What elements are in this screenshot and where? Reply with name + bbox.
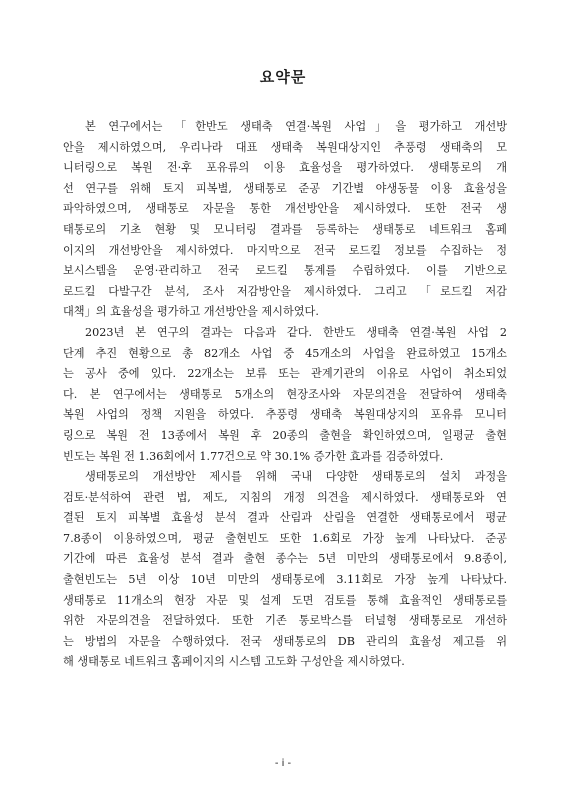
text-line: 본 연구에서는 「한반도 생태축 연결·복원 사업」을 평가하고 개선방 (85, 120, 507, 133)
text-line: 는 방법의 자문을 수행하였다. 전국 생태통로의 DB 관리의 효율성 제고를 위 (63, 634, 507, 648)
paragraph-1 (63, 117, 507, 323)
text-line: 기간에 따른 효율성 분석 결과 출현 종수는 5년 미만의 생태통로에서 9.8종이, (63, 552, 507, 566)
text-line: 위한 자문의견을 전달하였다. 또한 기존 통로박스를 터널형 생태통로로 개선하 (63, 614, 507, 628)
text-line: 태통로의 기초 현황 및 모니터링 결과를 등록하는 생태통로 네트워크 홈페 (63, 222, 507, 236)
text-line: 이지의 개선방안을 제시하였다. 마지막으로 전국 로드킬 정보를 수집하는 정 (63, 243, 507, 257)
text-line: 2023년 본 연구의 결과는 다음과 같다. 한반도 생태축 연결·복원 사업 2 (85, 325, 507, 339)
page-title: 요약문 (259, 68, 307, 86)
text-line: 복원 사업의 정책 지원을 하였다. 추풍령 생태축 복원대상지의 포유류 모니터 (63, 408, 507, 422)
text-line: 보시스템을 운영·관리하고 전국 로드킬 통계를 수립하였다. 이를 기반으로 (63, 264, 507, 278)
text-line: 결된 토지 피복별 효율성 분석 결과 산림과 산림을 연결한 생태통로에서 평균 (63, 511, 507, 525)
text-line: 는 공사 중에 있다. 22개소는 보류 또는 관계기관의 이유로 사업이 취소되었 (63, 367, 507, 381)
paragraph-3 (63, 467, 507, 673)
text-line: 파악하였으며, 생태통로 자문을 통한 개선방안을 제시하였다. 또한 전국 생 (63, 202, 507, 216)
text-line: 생태통로의 개선방안 제시를 위해 국내 다양한 생태통로의 설치 과정을 (85, 470, 507, 484)
text-line: 로드킬 다발구간 분석, 조사 저감방안을 제시하였다. 그리고 「로드킬 저감 (63, 284, 507, 298)
text-line: 안을 제시하였으며, 우리나라 대표 생태축 복원대상지인 추풍령 생태축의 모 (63, 140, 507, 154)
text-line: 해 생태통로 네트워크 홈페이지의 시스템 고도화 구성안을 제시하였다. (63, 655, 405, 669)
page-number: - i - (274, 758, 292, 769)
text-line: 단계 추진 현황으로 총 82개소 사업 중 45개소의 사업을 완료하였고 15개소 (63, 346, 507, 360)
text-line: 생태통로 11개소의 현장 자문 및 설계 도면 검토를 통해 효율적인 생태통로를 (63, 593, 507, 607)
text-line: 다. 본 연구에서는 생태통로 5개소의 현장조사와 자문의견을 전달하여 생태축 (63, 387, 507, 401)
document-body (63, 117, 507, 673)
paragraph-2 (63, 323, 507, 467)
text-line: 빈도는 복원 전 1.36회에서 1.77건으로 약 30.1% 증가한 효과를 검증하였다. (63, 449, 444, 463)
text-line: 니터링으로 복원 전·후 포유류의 이용 효율성을 평가하였다. 생태통로의 개 (63, 161, 507, 175)
text-line: 링으로 복원 전 13종에서 복원 후 20종의 출현을 확인하였으며, 일평균 출현 (63, 428, 507, 442)
text-line: 선 연구를 위해 토지 피복별, 생태통로 준공 기간별 야생동물 이용 효율성을 (63, 181, 507, 195)
text-line: 검토·분석하여 관련 법, 제도, 지침의 개정 의견을 제시하였다. 생태통로와 연 (63, 490, 507, 504)
text-line: 출현빈도는 5년 이상 10년 미만의 생태통로에 3.11회로 가장 높게 나타났다. (63, 573, 507, 587)
text-line: 대책」의 효율성을 평가하고 개선방안을 제시하였다. (63, 305, 319, 319)
text-line: 7.8종이 이용하였으며, 평균 출현빈도 또한 1.6회로 가장 높게 나타났다. 준공 (63, 531, 507, 545)
